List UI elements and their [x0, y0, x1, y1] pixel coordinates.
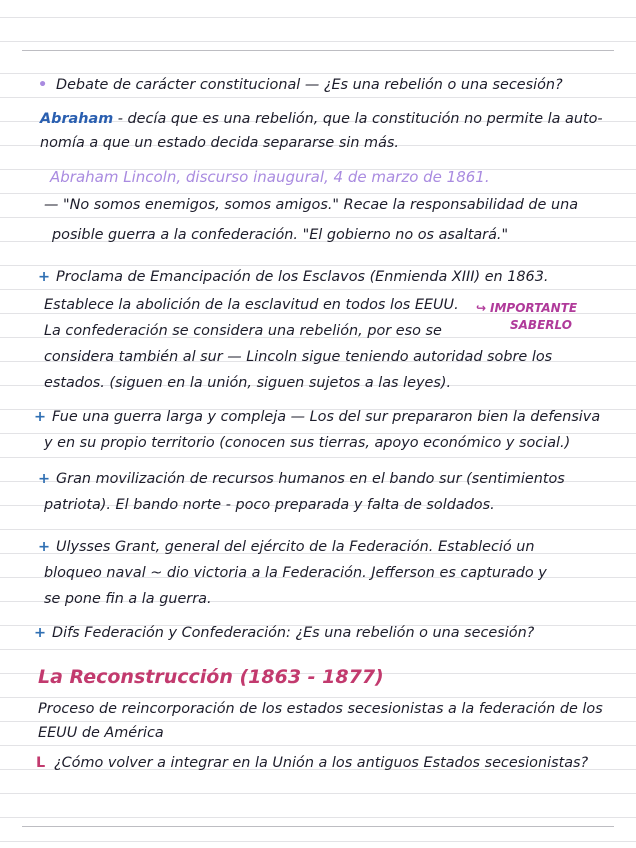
- saberlo-label: SABERLO: [510, 318, 572, 332]
- ell-marker-icon: L: [36, 755, 46, 771]
- note-line-lincoln-heading: [50, 168, 490, 186]
- note-text: nomía a que un estado decida separarse sin más.: [40, 135, 399, 151]
- note-text: EEUU de América: [38, 725, 164, 741]
- note-line-difs: [34, 624, 534, 642]
- note-text: Debate de carácter constitucional — ¿Es una rebelión o una secesión?: [56, 77, 563, 93]
- note-line-movilizacion: [38, 470, 565, 488]
- arrow-icon: ↪: [476, 301, 487, 315]
- bullet-icon: •: [38, 77, 48, 93]
- note-text: ¿Cómo volver a integrar en la Unión a los antiguos Estados secesionistas?: [54, 755, 589, 771]
- note-text: Gran movilización de recursos humanos en el bando sur (sentimientos: [56, 471, 565, 487]
- note-text: Difs Federación y Confederación: ¿Es una rebelión o una secesión?: [52, 625, 535, 641]
- top-rule: [22, 50, 614, 51]
- note-line-guerra: [34, 408, 600, 426]
- note-line: [44, 374, 451, 392]
- section-title: La Reconstrucción (1863 - 1877): [38, 666, 384, 688]
- important-note: [476, 300, 606, 334]
- section-title-reconstruccion: [38, 668, 384, 688]
- note-line-abraham: [40, 110, 603, 128]
- note-line: [38, 724, 164, 742]
- note-line-proclama: [38, 268, 548, 286]
- note-text: estados. (siguen en la unión, siguen sujetos a las leyes).: [44, 375, 452, 391]
- plus-icon: +: [34, 625, 47, 641]
- note-line: [44, 322, 442, 340]
- abraham-label: Abraham: [40, 111, 114, 127]
- plus-icon: +: [34, 409, 47, 425]
- note-text: y en su propio territorio (conocen sus tierras, apoyo económico y social.): [44, 435, 571, 451]
- note-line: [40, 134, 399, 152]
- note-line: [44, 348, 552, 366]
- note-line: [38, 700, 603, 718]
- note-line: [44, 434, 570, 452]
- note-line-quote: [44, 196, 578, 214]
- note-text: - decía que es una rebelión, que la constitución no permite la auto-: [113, 111, 603, 127]
- note-text: Establece la abolición de la esclavitud en todos los EEUU.: [44, 297, 459, 313]
- note-line: [52, 226, 508, 244]
- note-text: considera también al sur — Lincoln sigue teniendo autoridad sobre los: [44, 349, 553, 365]
- plus-icon: +: [38, 539, 51, 555]
- note-line: [44, 564, 547, 582]
- note-text: Fue una guerra larga y compleja — Los del sur prepararon bien la defensiva: [52, 409, 601, 425]
- note-line: [44, 496, 495, 514]
- note-text: La confederación se considera una rebelión, por eso se: [44, 323, 442, 339]
- note-line-grant: [38, 538, 535, 556]
- plus-icon: +: [38, 471, 51, 487]
- note-text: Proclama de Emancipación de los Esclavos (Enmienda XIII) en 1863.: [56, 269, 549, 285]
- note-line: [44, 296, 459, 314]
- note-text: patriota). El bando norte - poco preparada y falta de soldados.: [44, 497, 495, 513]
- note-text: se pone fin a la guerra.: [44, 591, 212, 607]
- note-text: — "No somos enemigos, somos amigos." Recae la responsabilidad de una: [44, 197, 579, 213]
- note-line-question: [36, 754, 588, 772]
- bottom-rule: [22, 826, 614, 827]
- note-text: posible guerra a la confederación. "El gobierno no os asaltará.": [52, 227, 509, 243]
- note-line: [44, 590, 212, 608]
- note-text: Ulysses Grant, general del ejército de la Federación. Estableció un: [56, 539, 535, 555]
- important-label: IMPORTANTE: [490, 301, 578, 315]
- plus-icon: +: [38, 269, 51, 285]
- lincoln-heading: Abraham Lincoln, discurso inaugural, 4 de marzo de 1861.: [50, 168, 490, 186]
- note-text: Proceso de reincorporación de los estados secesionistas a la federación de los: [38, 701, 603, 717]
- note-line-debate: [38, 76, 563, 94]
- note-text: bloqueo naval ~ dio victoria a la Federación. Jefferson es capturado y: [44, 565, 547, 581]
